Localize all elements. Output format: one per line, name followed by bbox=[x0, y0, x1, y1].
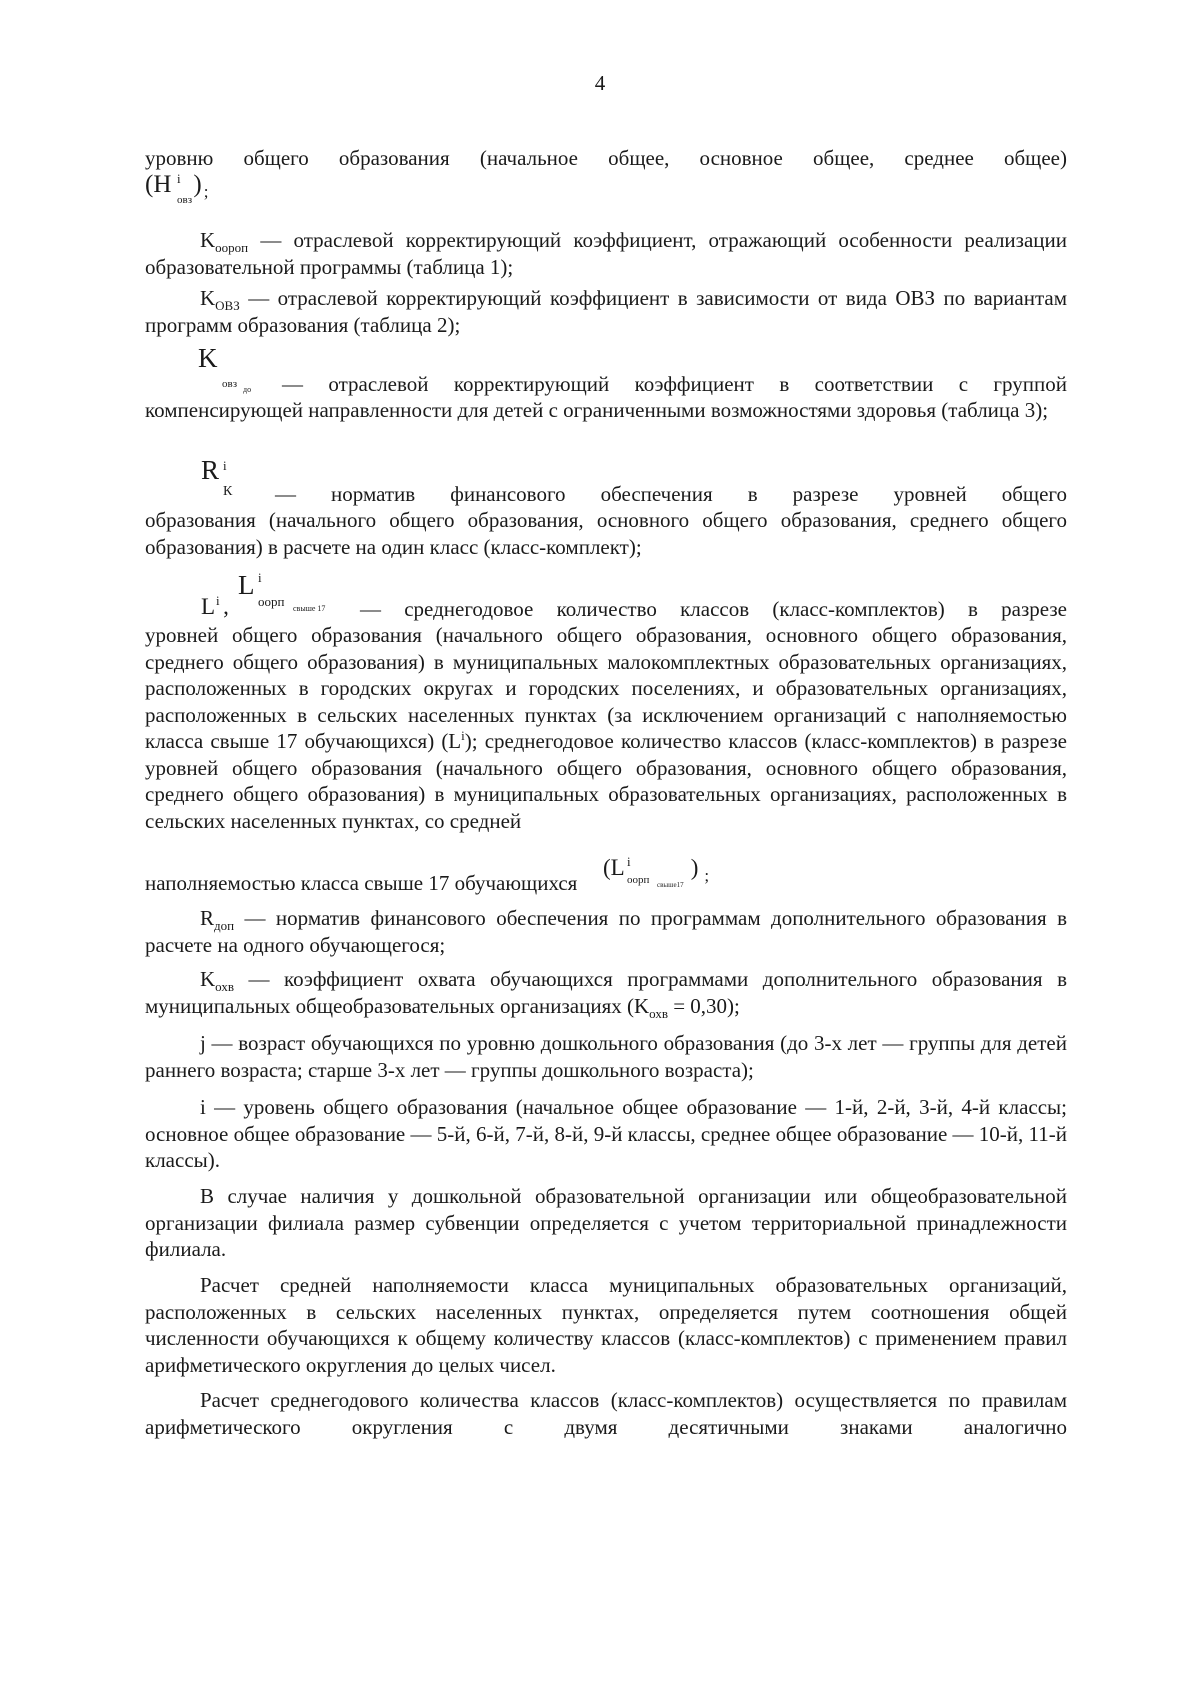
symbol: K bbox=[200, 286, 216, 310]
body-b: ); среднегодовое количество классов (класс-комплектов) в разрезе уровней общего образования (начального общего образования, основного общего образования, среднего общего образования) в муниципальных образовательных организациях, расположенных в сельских населенных пунктах, со средней bbox=[145, 729, 1067, 833]
f-sub: оорп bbox=[627, 874, 650, 886]
symbol: K bbox=[200, 967, 216, 991]
paragraph-l-last bbox=[145, 870, 577, 897]
paragraph-r-k-rest: образования (начального общего образования, основного общего образования, среднего общего образования) в расчете на один класс (класс-комплект); bbox=[145, 508, 1067, 559]
formula-end: ; bbox=[203, 182, 209, 201]
paragraph-average-fill: Расчет средней наполняемости класса муниципальных образовательных организаций, расположенных в сельских населенных пунктах, определяется путем соотношения общей численности обучающихся к общему количеству классов (класс-комплектов) с применением правил арифметического округления до целых чисел. bbox=[145, 1273, 1067, 1377]
formula-sub: овз bbox=[177, 194, 193, 206]
symbol-sub: К bbox=[223, 484, 233, 499]
symbol-l2: L bbox=[238, 570, 255, 600]
formula-l-oorp bbox=[238, 570, 326, 613]
last-line: наполняемостью класса свыше 17 обучающихся bbox=[145, 871, 578, 895]
paragraph-k-ooropp bbox=[145, 227, 1067, 280]
symbol-sub: охв bbox=[215, 979, 234, 995]
formula-h-ovz bbox=[145, 171, 209, 206]
f-end: ; bbox=[704, 866, 710, 885]
symbol-l2-sup: i bbox=[258, 570, 262, 585]
symbol-sub: овз bbox=[222, 378, 238, 390]
paragraph-1-line: уровню общего образования (начальное общее, основное общее, среднее общее) bbox=[145, 146, 1067, 170]
paragraph-k-ovz-do-line1: — отраслевой корректирующий коэффициент в соответствии с группой bbox=[282, 372, 1067, 396]
paragraph-l-body bbox=[145, 622, 1067, 834]
formula-r-k bbox=[201, 455, 233, 499]
formula-k-ovz-do bbox=[198, 343, 252, 394]
paragraph-r-dop bbox=[145, 905, 1067, 958]
formula-l bbox=[201, 593, 229, 621]
body-sup: i bbox=[461, 728, 465, 743]
symbol-l-sup: i bbox=[216, 593, 220, 608]
symbol: R bbox=[201, 455, 220, 485]
paragraph-r-k-line1: — норматив финансового обеспечения в разрезе уровней общего bbox=[275, 482, 1067, 506]
paragraph-rounding: Расчет среднегодового количества классов (класс-комплектов) осуществляется по правилам арифметического округления с двумя десятичными знаками аналогично bbox=[145, 1388, 1067, 1439]
f-open: (L bbox=[603, 855, 625, 880]
symbol-subsub: до bbox=[243, 385, 252, 394]
paragraph-k-ohv bbox=[145, 966, 1067, 1019]
paragraph-branch: В случае наличия у дошкольной образовательной организации или общеобразовательной организации филиала размер субвенции определяется с учетом территориальной принадлежности филиала. bbox=[145, 1184, 1067, 1261]
symbol-l2-sub: оорп bbox=[258, 594, 285, 609]
symbol: R bbox=[200, 906, 215, 930]
paragraph-text: — отраслевой корректирующий коэффициент в зависимости от вида ОВЗ по вариантам программ образования (таблица 2); bbox=[145, 286, 1067, 337]
f-subsub: свыше17 bbox=[657, 881, 684, 889]
paragraph-k-ovz-do-rest: компенсирующей направленности для детей с ограниченными возможностями здоровья (таблица 3); bbox=[145, 398, 1049, 422]
symbol-l2-subsub: свыше 17 bbox=[293, 604, 326, 613]
page-number: 4 bbox=[594, 71, 606, 95]
text-a: — коэффициент охвата обучающихся программами дополнительного образования в муниципальных общеобразовательных организациях (K bbox=[145, 967, 1067, 1018]
formula-sup: i bbox=[177, 171, 181, 186]
paragraph-i: i — уровень общего образования (начальное общее образование — 1-й, 2-й, 3-й, 4-й классы; основное общее образование — 5-й, 6-й, 7-й, 8-й, 9-й классы, среднее общее образование — 10-й, 11-й классы). bbox=[145, 1095, 1067, 1172]
symbol: K bbox=[200, 228, 216, 252]
symbol-sub: оороп bbox=[215, 240, 249, 256]
symbol-sup: i bbox=[223, 458, 227, 473]
paragraph-j: j — возраст обучающихся по уровню дошкольного образования (до 3-х лет — группы для детей раннего возраста; старше 3-х лет — группы дошкольного возраста); bbox=[145, 1031, 1067, 1082]
paragraph-text: — норматив финансового обеспечения по программам дополнительного образования в расчете на одного обучающегося; bbox=[145, 906, 1067, 957]
comma: , bbox=[223, 594, 229, 619]
f-sup: i bbox=[627, 854, 631, 869]
formula-l-oorp-paren bbox=[603, 854, 710, 889]
text-sub: охв bbox=[649, 1005, 668, 1021]
paragraph-l-line1: — среднегодовое количество классов (класс-комплектов) в разрезе bbox=[360, 597, 1067, 621]
symbol-sub: доп bbox=[214, 918, 235, 934]
paragraph-k-ovz bbox=[145, 285, 1067, 338]
body-a: уровней общего образования (начального общего образования, основного общего образования, среднего общего образования) в муниципальных малокомплектных образовательных организациях, расположенных в городских округах и городских поселениях, и образовательных организациях, расположенных в сельских населенных пунктах (за исключением организаций с наполняемостью класса свыше 17 обучающихся) (L bbox=[145, 623, 1067, 753]
text-b: = 0,30); bbox=[667, 993, 740, 1018]
paragraph-text: — отраслевой корректирующий коэффициент, отражающий особенности реализации образовательной программы (таблица 1); bbox=[145, 228, 1067, 279]
formula-open: (H bbox=[145, 171, 172, 198]
symbol-sub: ОВЗ bbox=[215, 298, 240, 314]
symbol-l: L bbox=[201, 594, 216, 619]
f-close: ) bbox=[690, 855, 699, 880]
symbol: K bbox=[198, 343, 218, 373]
formula-close: ) bbox=[193, 171, 202, 198]
